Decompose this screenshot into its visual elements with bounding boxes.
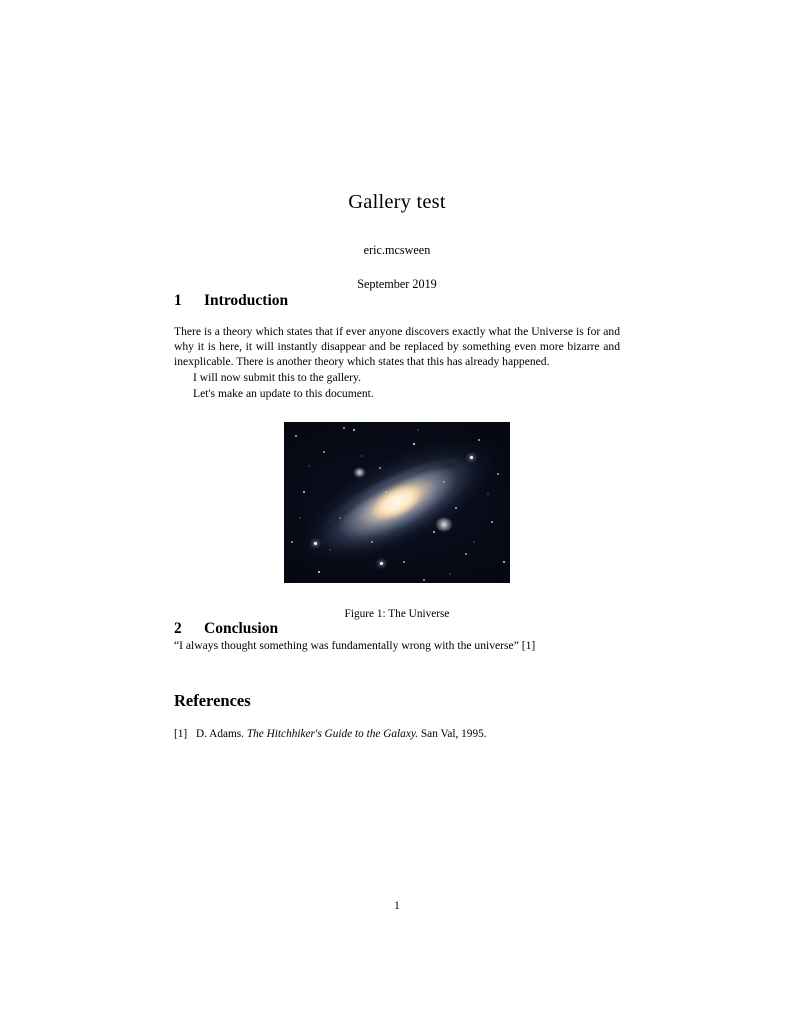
references-heading: References [174, 691, 251, 711]
paragraph-intro-3: Let's make an update to this document. [193, 387, 374, 401]
paragraph-conclusion-1: “I always thought something was fundamentally wrong with the universe” [1] [174, 639, 536, 653]
page-title: Gallery test [348, 191, 446, 213]
document-date: September 2019 [357, 276, 437, 291]
document-body [174, 190, 620, 740]
paragraph-intro-1: There is a theory which states that if ever anyone discovers exactly what the Universe is for and why it is here, it will instantly disappear and be replaced by something even more bizarre and inexplicable. There is another theory which states that this has already happened. [174, 325, 620, 369]
document-author: eric.mcsween [363, 242, 431, 257]
section-number-2: 2 [174, 619, 182, 637]
section-title-1: Introduction [204, 291, 289, 309]
foreground-star-1 [314, 542, 317, 545]
section-heading-introduction [174, 292, 620, 311]
satellite-galaxy-upper [354, 468, 365, 477]
section-title-2: Conclusion [204, 619, 279, 637]
reference-text [196, 728, 620, 740]
reference-work-title: The Hitchhiker's Guide to the Galaxy. [246, 728, 419, 741]
figure-caption: Figure 1: The Universe [344, 607, 450, 620]
foreground-star-3 [380, 562, 383, 565]
reference-item [174, 728, 620, 740]
section-heading-conclusion [174, 620, 620, 639]
page-number: 1 [394, 900, 400, 912]
figure-block [174, 422, 620, 620]
reference-publisher: San Val, 1995. [420, 728, 487, 741]
reference-authors: D. Adams. [196, 728, 245, 741]
foreground-star-2 [470, 456, 473, 459]
galaxy-image [284, 422, 510, 583]
satellite-galaxy-lower [436, 518, 452, 531]
section-number-1: 1 [174, 291, 182, 309]
paragraph-intro-2: I will now submit this to the gallery. [193, 371, 361, 385]
reference-label: [1] [174, 728, 188, 741]
